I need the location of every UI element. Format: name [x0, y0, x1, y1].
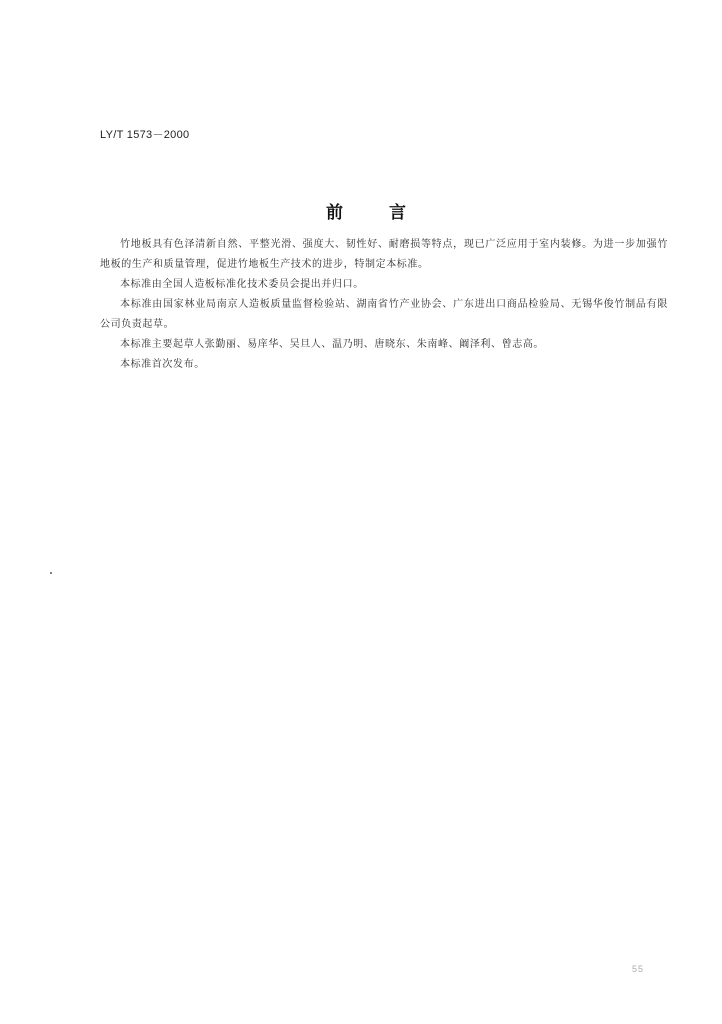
page-title: 前言 — [326, 203, 452, 223]
scan-speck — [50, 572, 52, 574]
standard-code: LY/T 1573－2000 — [100, 129, 190, 141]
paragraph-drafting-units: 本标准由国家林业局南京人造板质量监督检验站、湖南省竹产业协会、广东进出口商品检验局、无锡华俊竹制品有限公司负责起草。 — [100, 299, 668, 330]
paragraph-first-release: 本标准首次发布。 — [120, 359, 205, 370]
paragraph-proposer: 本标准由全国人造板标准化技术委员会提出并归口。 — [120, 279, 364, 290]
paragraph-intro: 竹地板具有色泽清新自然、平整光滑、强度大、韧性好、耐磨损等特点，现已广泛应用于室内装修。为进一步加强竹地板的生产和质量管理，促进竹地板生产技术的进步，特制定本标准。 — [100, 239, 668, 270]
paragraph-drafters: 本标准主要起草人张勤丽、易庠华、吴旦人、温乃明、唐晓东、朱南峰、阚泽利、曾志高。 — [120, 339, 544, 350]
page-number: 55 — [632, 964, 645, 974]
foreword-body — [100, 235, 668, 375]
